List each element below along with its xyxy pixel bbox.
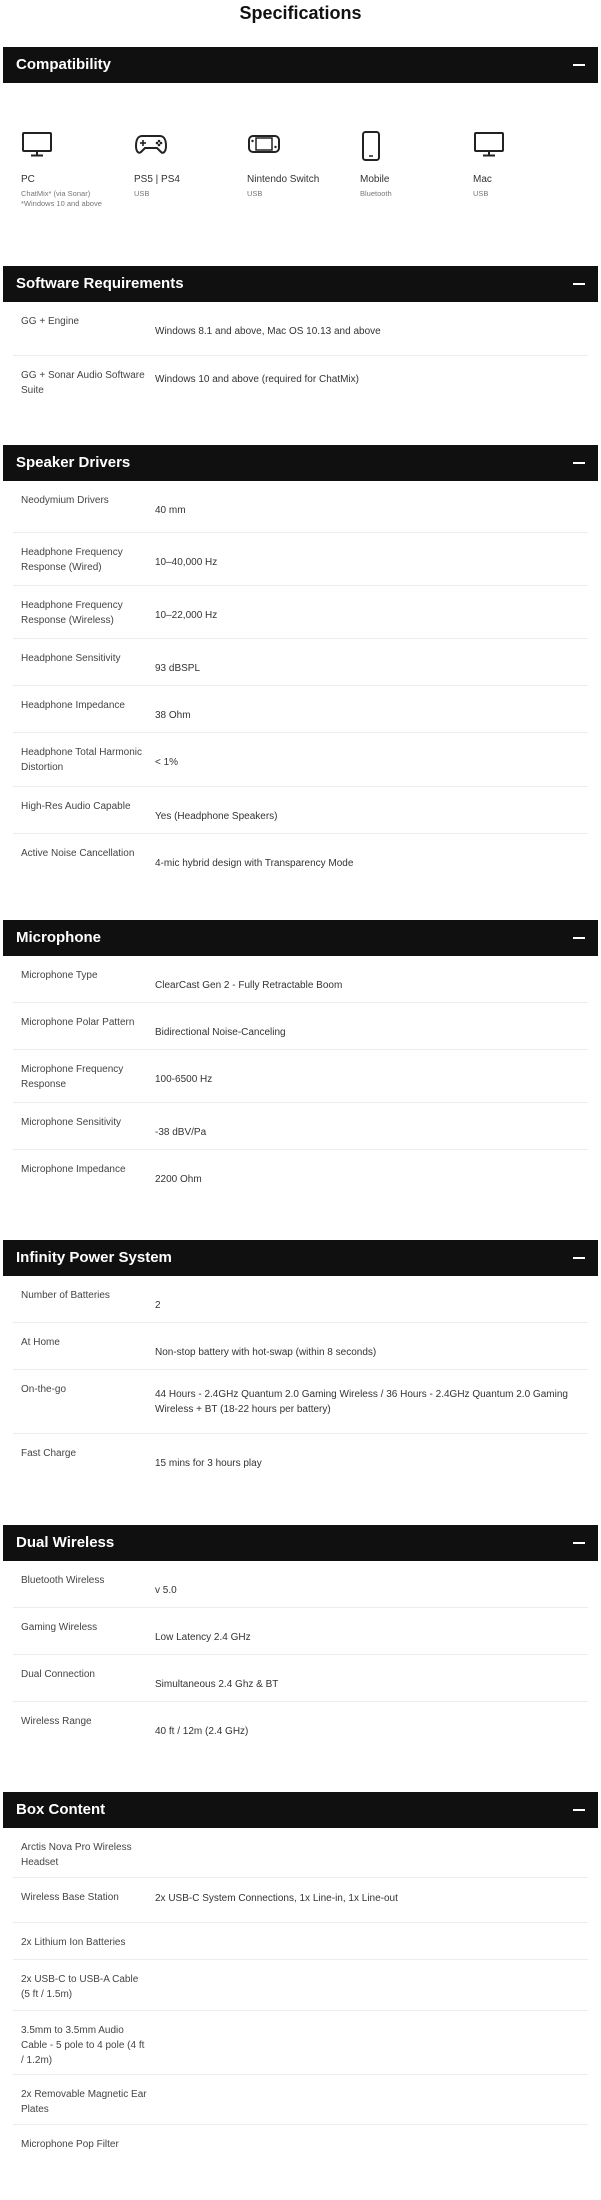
compat-sub: ChatMix* (via Sonar)	[21, 189, 91, 198]
compat-name: PS5 | PS4	[134, 174, 180, 185]
spec-row	[13, 1878, 588, 1923]
compat-sub: USB	[247, 189, 263, 198]
spec-row	[13, 1276, 588, 1323]
spec-value: < 1%	[155, 757, 179, 768]
section-title: Speaker Drivers	[16, 454, 131, 471]
spec-row	[13, 1960, 588, 2011]
compat-name: Nintendo Switch	[247, 174, 320, 185]
spec-value: Yes (Headphone Speakers)	[155, 811, 278, 822]
spec-label: Headphone Impedance	[21, 700, 125, 711]
switch-icon	[247, 131, 352, 163]
spec-value: Windows 10 and above (required for ChatMix)	[155, 374, 359, 385]
spec-value	[155, 2011, 588, 2074]
spec-value: 93 dBSPL	[155, 663, 201, 674]
spec-row	[13, 1103, 588, 1150]
spec-value: Non-stop battery with hot-swap (within 8 seconds)	[155, 1347, 377, 1358]
spec-row	[13, 686, 588, 733]
spec-label: At Home	[21, 1337, 60, 1348]
spec-row	[13, 586, 588, 639]
spec-label: Bluetooth Wireless	[21, 1575, 105, 1586]
spec-value: 2x USB-C System Connections, 1x Line-in, 1x Line-out	[155, 1893, 398, 1904]
spec-label: Microphone Pop Filter	[21, 2139, 119, 2150]
spec-label: Arctis Nova Pro Wireless Headset	[21, 1842, 132, 1868]
section-microphone	[3, 920, 598, 1200]
spec-value: 10–40,000 Hz	[155, 557, 218, 568]
section-header-compatibility[interactable]	[3, 47, 598, 83]
page-title: Specifications	[239, 3, 362, 23]
spec-row	[13, 733, 588, 787]
spec-label: On-the-go	[21, 1384, 67, 1395]
spec-label: Microphone Polar Pattern	[21, 1017, 135, 1028]
spec-label: Headphone Frequency Response (Wired)	[21, 547, 123, 573]
gamepad-icon	[134, 131, 239, 163]
section-title: Dual Wireless	[16, 1534, 115, 1551]
compat-name: Mobile	[360, 174, 390, 185]
spec-value: 2200 Ohm	[155, 1174, 202, 1185]
spec-value: ClearCast Gen 2 - Fully Retractable Boom	[155, 980, 343, 991]
section-drivers	[3, 445, 598, 884]
monitor-icon	[21, 131, 126, 163]
section-title: Box Content	[16, 1801, 106, 1818]
spec-value: Bidirectional Noise-Canceling	[155, 1027, 286, 1038]
spec-row	[13, 481, 588, 533]
spec-table	[3, 956, 598, 1200]
spec-table	[3, 1561, 598, 1752]
spec-value: 40 mm	[155, 505, 186, 516]
spec-label: Fast Charge	[21, 1448, 77, 1459]
spec-row	[13, 1828, 588, 1878]
spec-row	[13, 1561, 588, 1608]
spec-value: v 5.0	[155, 1585, 177, 1596]
section-header-wireless[interactable]	[3, 1525, 598, 1561]
spec-label: Wireless Range	[21, 1716, 92, 1727]
spec-label: Microphone Impedance	[21, 1164, 126, 1175]
spec-row	[13, 1434, 588, 1486]
spec-label: Headphone Sensitivity	[21, 653, 121, 664]
section-header-drivers[interactable]	[3, 445, 598, 481]
spec-value: Windows 8.1 and above, Mac OS 10.13 and above	[155, 326, 381, 337]
spec-label: GG + Engine	[21, 316, 80, 327]
compat-name: PC	[21, 174, 35, 185]
spec-row	[13, 1702, 588, 1752]
spec-row	[13, 2125, 588, 2167]
section-compatibility	[3, 47, 598, 221]
spec-value: Low Latency 2.4 GHz	[155, 1632, 251, 1643]
compat-name: Mac	[473, 174, 492, 185]
compat-item-ps	[126, 131, 239, 221]
minus-icon[interactable]	[573, 278, 585, 290]
spec-label: Dual Connection	[21, 1669, 95, 1680]
spec-row	[13, 787, 588, 834]
compat-item-mac	[465, 131, 578, 221]
spec-label: 2x Removable Magnetic Ear Plates	[21, 2089, 147, 2115]
compat-item-switch	[239, 131, 352, 221]
section-header-software[interactable]	[3, 266, 598, 302]
compat-sub: USB	[134, 189, 150, 198]
section-header-box[interactable]	[3, 1792, 598, 1828]
compat-item-mobile	[352, 131, 465, 221]
spec-value: 40 ft / 12m (2.4 GHz)	[155, 1726, 249, 1737]
section-box	[3, 1792, 598, 2167]
spec-row	[13, 1608, 588, 1655]
spec-value: 10–22,000 Hz	[155, 610, 218, 621]
spec-value	[155, 1828, 588, 1877]
spec-value	[155, 1923, 588, 1959]
spec-row	[13, 834, 588, 884]
minus-icon[interactable]	[573, 1804, 585, 1816]
compat-sub: USB	[473, 189, 489, 198]
compat-item-pc	[13, 131, 126, 221]
spec-label: Gaming Wireless	[21, 1622, 98, 1633]
spec-value: 15 mins for 3 hours play	[155, 1458, 262, 1469]
spec-label: 3.5mm to 3.5mm Audio Cable - 5 pole to 4 pole (4 ft / 1.2m)	[21, 2025, 145, 2066]
spec-label: Microphone Frequency Response	[21, 1064, 124, 1090]
spec-label: Headphone Total Harmonic Distortion	[21, 747, 143, 773]
section-title: Infinity Power System	[16, 1249, 172, 1266]
spec-value: 4-mic hybrid design with Transparency Mode	[155, 858, 354, 869]
minus-icon[interactable]	[573, 59, 585, 71]
section-title: Software Requirements	[16, 275, 184, 292]
spec-label: Wireless Base Station	[21, 1892, 119, 1903]
spec-row	[13, 1003, 588, 1050]
section-header-microphone[interactable]	[3, 920, 598, 956]
spec-label: 2x USB-C to USB-A Cable (5 ft / 1.5m)	[21, 1974, 139, 2000]
section-title: Compatibility	[16, 56, 112, 73]
spec-label: High-Res Audio Capable	[21, 801, 131, 812]
spec-value	[155, 2125, 588, 2167]
spec-row	[13, 1923, 588, 1960]
spec-row	[13, 533, 588, 586]
monitor-icon	[473, 131, 578, 163]
section-software	[3, 266, 598, 410]
minus-icon[interactable]	[573, 1252, 585, 1264]
section-power	[3, 1240, 598, 1486]
spec-value: 44 Hours - 2.4GHz Quantum 2.0 Gaming Wireless / 36 Hours - 2.4GHz Quantum 2.0 Gaming Wireless + BT (18-22 hours per battery)	[155, 1389, 568, 1415]
spec-value: -38 dBV/Pa	[155, 1127, 207, 1138]
phone-icon	[360, 131, 465, 163]
spec-table	[3, 302, 598, 410]
spec-label: 2x Lithium Ion Batteries	[21, 1937, 126, 1948]
spec-label: Microphone Sensitivity	[21, 1117, 122, 1128]
spec-row	[13, 1370, 588, 1434]
spec-value	[155, 1960, 588, 2010]
compat-note: *Windows 10 and above	[21, 199, 102, 208]
spec-table	[3, 1828, 598, 2167]
spec-row	[13, 1655, 588, 1702]
spec-row	[13, 1050, 588, 1103]
compat-sub: Bluetooth	[360, 189, 392, 198]
spec-row	[13, 1323, 588, 1370]
spec-label: Headphone Frequency Response (Wireless)	[21, 600, 123, 626]
spec-value	[155, 2075, 588, 2124]
spec-label: Neodymium Drivers	[21, 495, 109, 506]
spec-row	[13, 1150, 588, 1200]
spec-row	[13, 639, 588, 686]
spec-label: Number of Batteries	[21, 1290, 110, 1301]
spec-value: 38 Ohm	[155, 710, 191, 721]
spec-row	[13, 2075, 588, 2125]
spec-label: GG + Sonar Audio Software Suite	[21, 370, 145, 396]
spec-row	[13, 302, 588, 356]
spec-value: 2	[155, 1300, 161, 1311]
spec-value: Simultaneous 2.4 Ghz & BT	[155, 1679, 279, 1690]
spec-table	[3, 1276, 598, 1486]
spec-label: Active Noise Cancellation	[21, 848, 135, 859]
spec-label: Microphone Type	[21, 970, 98, 981]
spec-row	[13, 356, 588, 410]
section-wireless	[3, 1525, 598, 1752]
section-header-power[interactable]	[3, 1240, 598, 1276]
compatibility-list	[3, 83, 598, 221]
spec-row	[13, 956, 588, 1003]
minus-icon[interactable]	[573, 1537, 585, 1549]
spec-value: 100-6500 Hz	[155, 1074, 213, 1085]
spec-row	[13, 2011, 588, 2075]
spec-table	[3, 481, 598, 884]
minus-icon[interactable]	[573, 932, 585, 944]
minus-icon[interactable]	[573, 457, 585, 469]
section-title: Microphone	[16, 929, 101, 946]
